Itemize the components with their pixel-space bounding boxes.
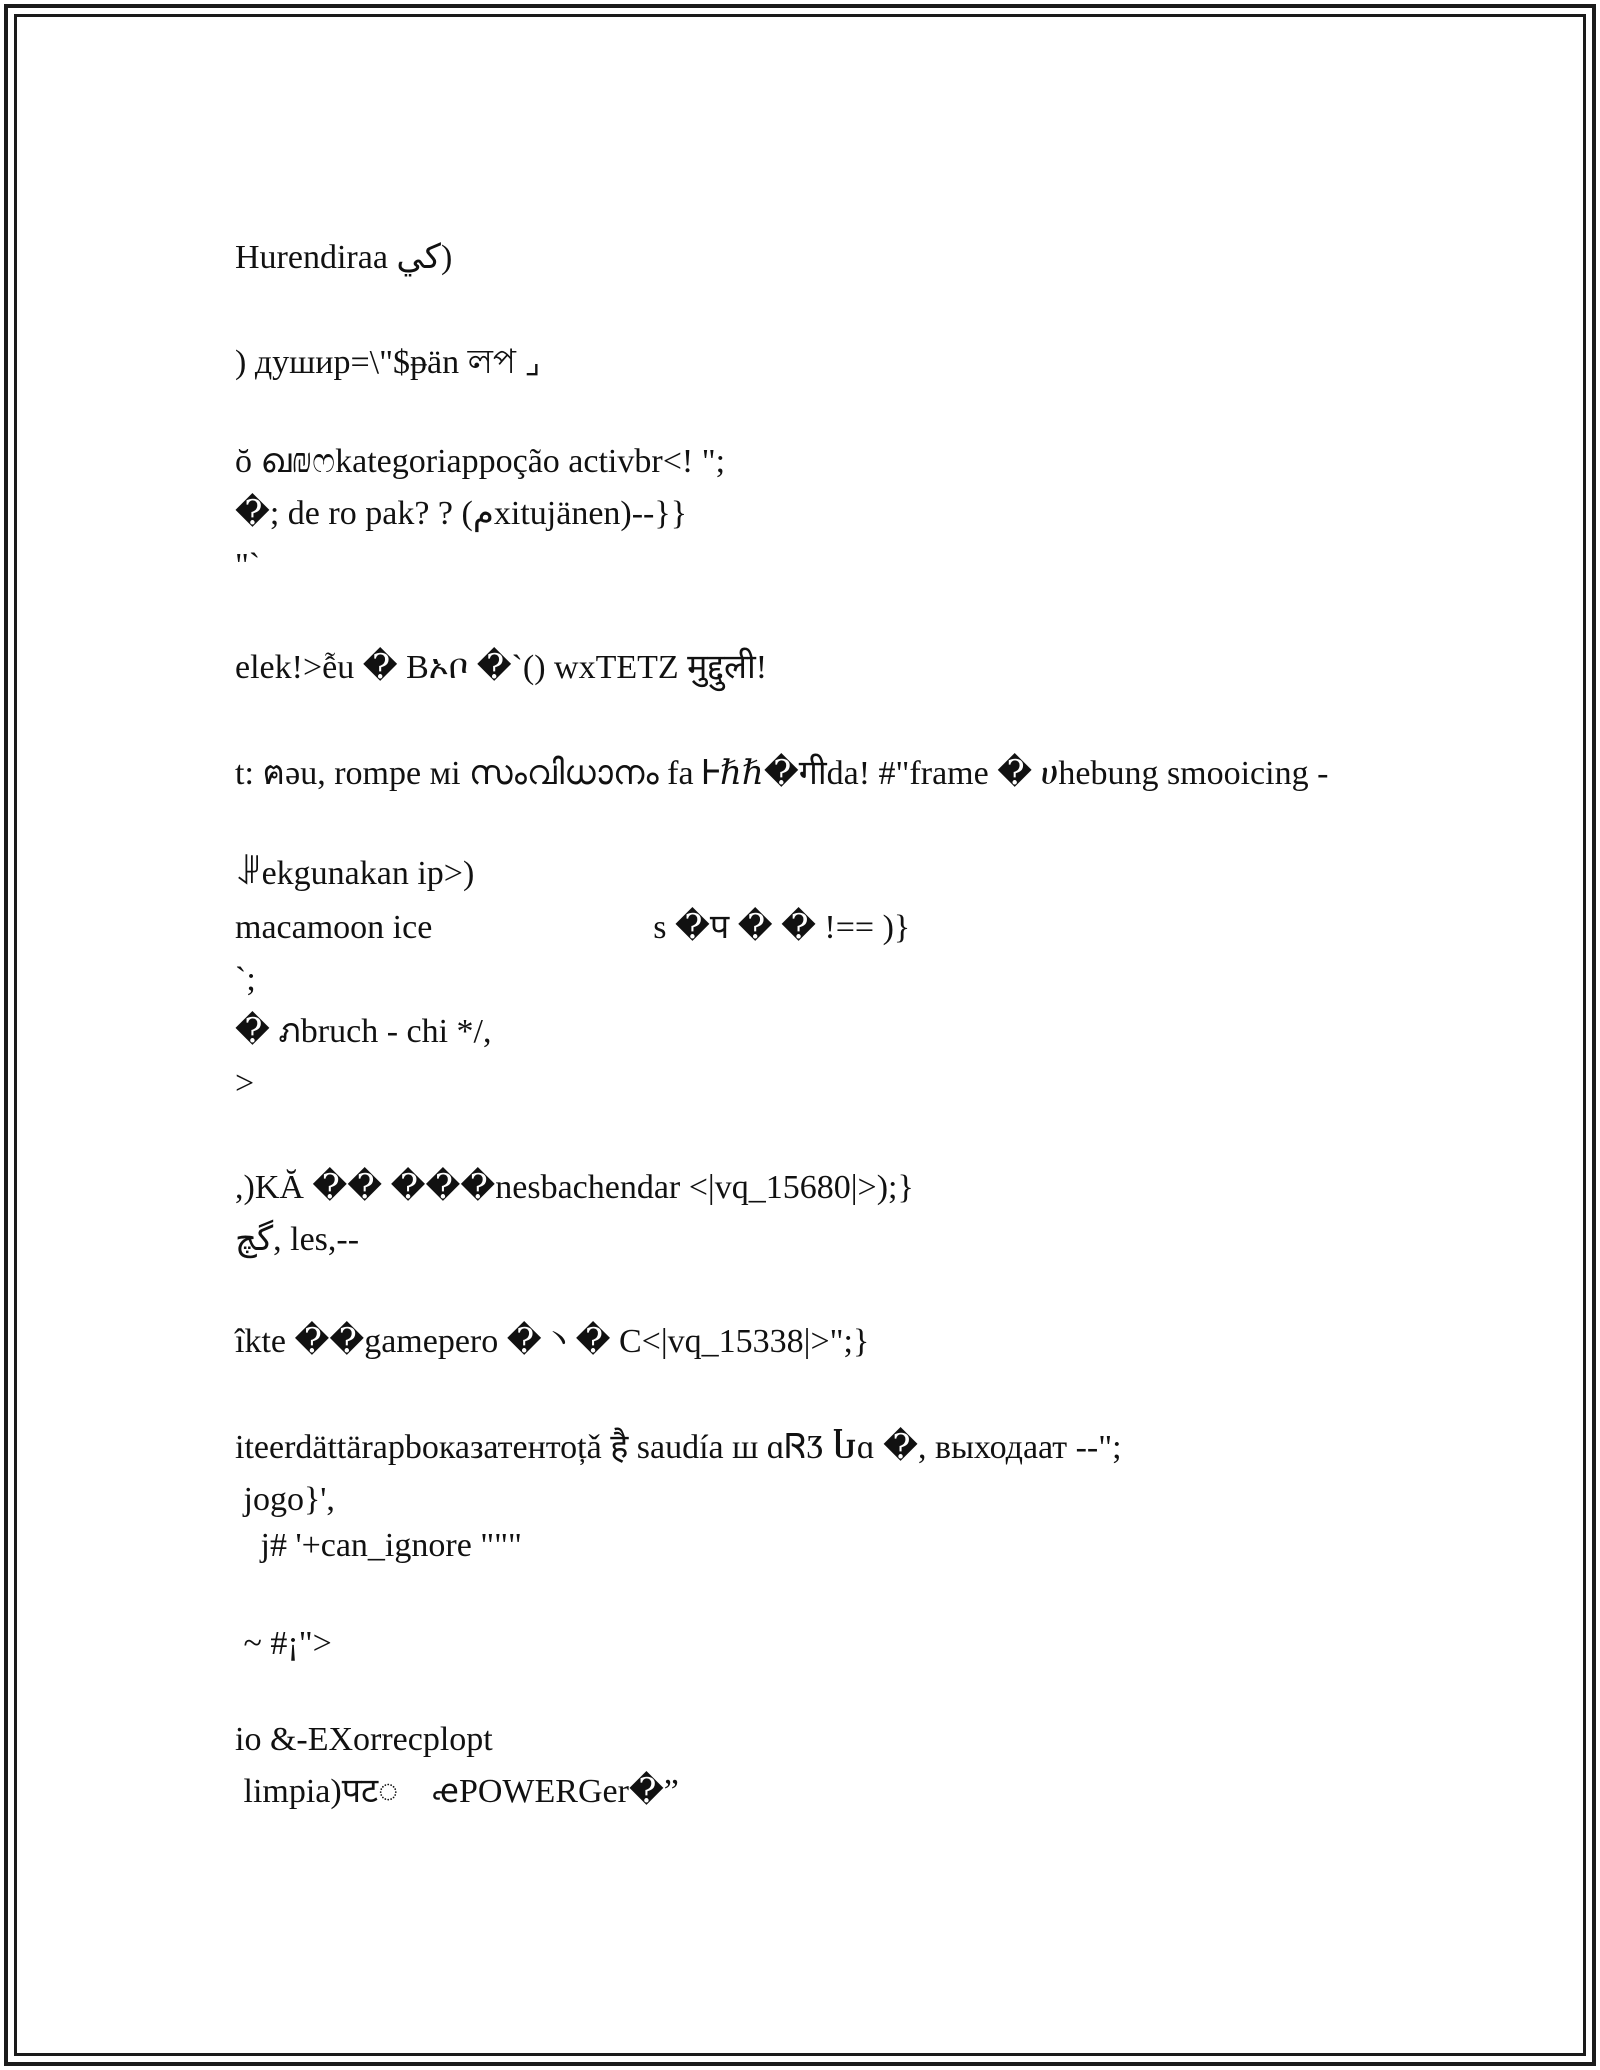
text-line: `; [235, 961, 256, 998]
text-line: ꎼekgunakan ip>) [235, 855, 475, 892]
text-line: ,)KĂ �� ���nesbachendar <|vq_15680|>);} [235, 1169, 914, 1206]
text-line: io &-EXorrecplopt [235, 1721, 493, 1758]
text-line: macamoon ice s �प � � !== )} [235, 909, 911, 946]
text-line: � ภbruch - chi */, [235, 1013, 492, 1050]
text-line: ŏ ഖ₪ෆkategoriappoção activbr<! "; [235, 443, 726, 480]
text-line: t: ฅəu, rompe мi സംവിധാനം fa Ꮀℏℏ�गीda! #"frame � ሀhebung smooicing - [235, 755, 1329, 792]
text-line: > [235, 1065, 255, 1102]
text-line: گچ, les,-- [235, 1221, 360, 1258]
text-line: ~ #¡"> [235, 1625, 332, 1662]
text-line: �; de ro pak? ? (مxitujänen)--}} [235, 495, 688, 532]
text-line: "` [235, 547, 261, 584]
text-line: j# '+can_ignore """ [235, 1527, 522, 1564]
text-line: elek!>ễu � Bኦቦ �`() wxTETZ मुद्दुली! [235, 649, 768, 686]
text-line: limpia)पट◌ ꬴPOWERGer�” [235, 1773, 679, 1810]
text-line: jogo}', [235, 1481, 335, 1518]
text-line: ) душир=\"$ᵽän লপ ⌟ [235, 344, 541, 381]
text-line: îkte ��gamepero �丶� C<|vq_15338|>";} [235, 1323, 870, 1360]
text-line: iteerdättärapbоказатентоțǎ है saudía ш ɑᏒӠ Ⴑɑ �, выходаат --"; [235, 1429, 1122, 1466]
text-line: Hurendiraa كي) [235, 239, 453, 276]
